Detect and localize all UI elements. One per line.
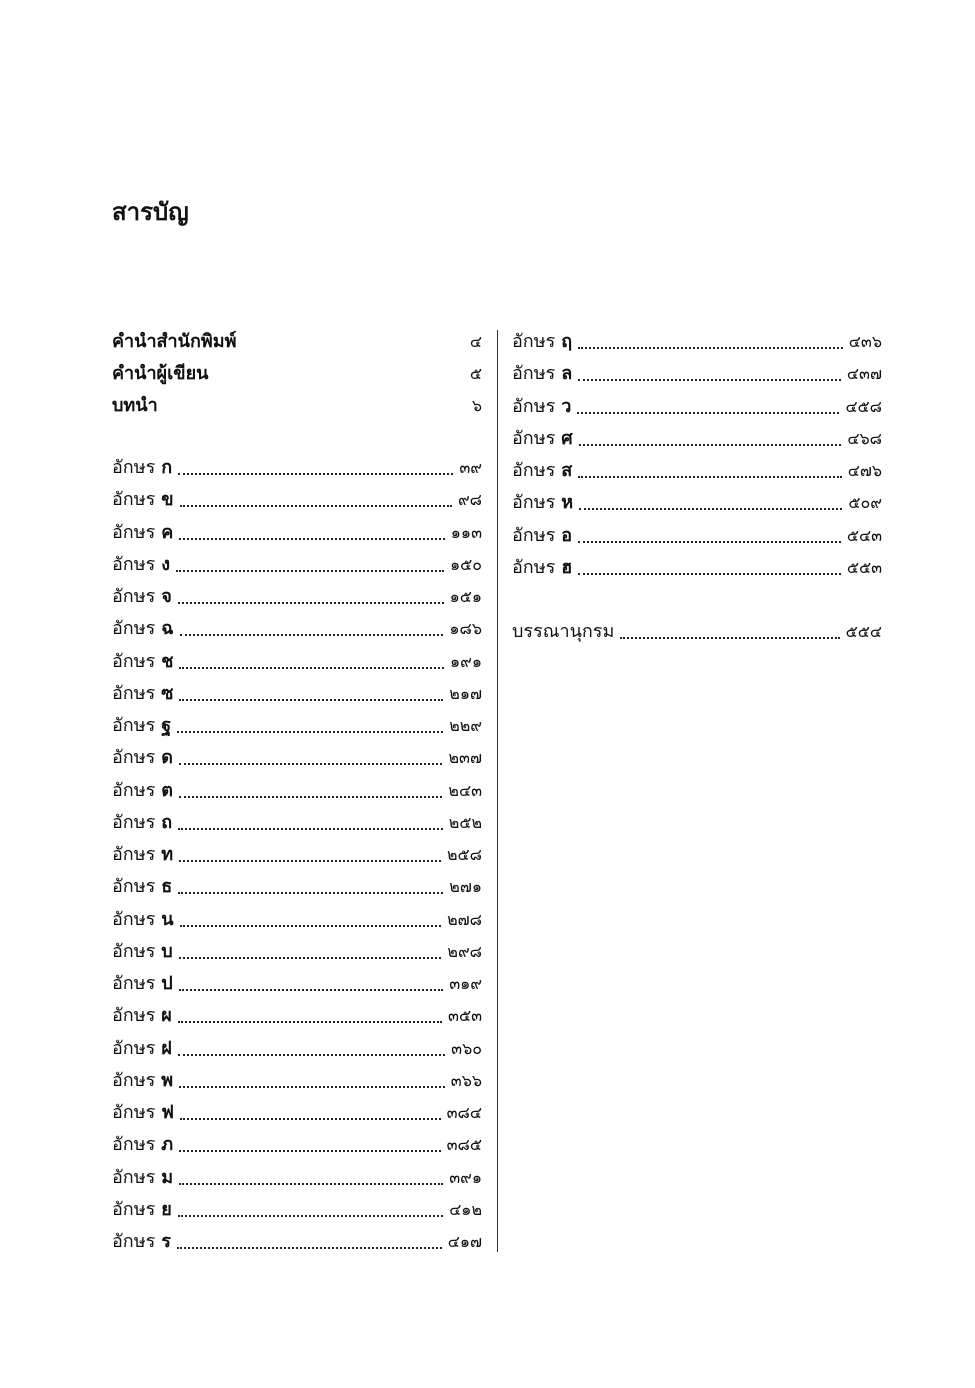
dot-leader [177, 731, 443, 733]
dot-leader [180, 634, 444, 636]
toc-entry-row[interactable] [112, 742, 482, 774]
toc-entry-label [112, 710, 171, 742]
toc-entry-label [512, 455, 572, 487]
toc-entry-row[interactable] [112, 775, 482, 807]
toc-entry-page: ๔๑๒ [449, 1199, 482, 1219]
letter-prefix: อักษร [112, 844, 156, 865]
toc-letter: ฝ [161, 1037, 172, 1059]
toc-entry-row[interactable] [112, 807, 482, 839]
toc-entry-page: ๑๑๓ [450, 522, 482, 542]
toc-entry-page: ๑๕๑ [449, 587, 482, 606]
toc-entry-label [112, 775, 173, 807]
toc-entry-row[interactable] [112, 484, 482, 516]
toc-letter: ม [161, 1166, 174, 1188]
toc-entry-publisher-preface[interactable] [112, 326, 482, 358]
toc-entry-row[interactable] [112, 452, 482, 484]
toc-entry-row[interactable] [112, 1226, 482, 1258]
toc-entry-row[interactable] [112, 1194, 482, 1226]
toc-entry-label [112, 1129, 173, 1161]
toc-entry-row[interactable] [112, 936, 482, 968]
letter-prefix: อักษร [112, 1005, 156, 1027]
toc-letter: บ [161, 940, 173, 962]
dot-leader [179, 796, 442, 798]
toc-entry-row[interactable] [512, 423, 882, 455]
toc-letter: ศ [561, 427, 573, 449]
dot-leader [180, 505, 452, 507]
toc-letter: ฟ [161, 1102, 174, 1123]
letter-prefix: อักษร [112, 457, 156, 478]
toc-letter: ผ [161, 1005, 172, 1027]
toc-letter: ร [161, 1231, 171, 1252]
toc-entry-label [112, 1000, 172, 1032]
toc-entry-row[interactable] [112, 968, 482, 1000]
toc-letter: ฉ [161, 618, 174, 640]
toc-entry-page: ๔๓๖ [848, 332, 882, 351]
letter-prefix: อักษร [112, 618, 156, 640]
letter-prefix: อักษร [512, 460, 556, 481]
toc-entry-page: ๒๗๑ [449, 877, 482, 897]
dot-leader [577, 412, 839, 414]
toc-entry-label [512, 326, 572, 358]
dot-leader [578, 476, 841, 478]
toc-entry-row[interactable] [112, 1000, 482, 1032]
toc-letter: ถ [161, 811, 173, 833]
letter-prefix: อักษร [512, 331, 556, 352]
letter-prefix: อักษร [112, 908, 156, 930]
dot-leader [177, 1247, 442, 1249]
toc-entry-page: ๓๙ [459, 458, 482, 477]
toc-letter: ฐ [161, 715, 172, 736]
dot-leader [179, 699, 443, 701]
toc-entry-label [112, 1162, 173, 1194]
toc-entry-row[interactable] [112, 549, 482, 581]
toc-entry-label [112, 1033, 172, 1065]
toc-letter: ป [161, 973, 173, 994]
letter-prefix: อักษร [112, 682, 156, 704]
dot-leader [578, 347, 843, 349]
toc-entry-row[interactable] [112, 871, 482, 903]
toc-letter: ว [561, 395, 572, 417]
dot-leader [178, 473, 453, 475]
toc-entry-introduction[interactable] [112, 390, 482, 422]
toc-entry-label [112, 646, 173, 678]
toc-entry-row[interactable] [112, 904, 482, 936]
toc-entry-page: ๑๕๐ [449, 554, 482, 574]
toc-entry-label [512, 423, 573, 455]
letter-prefix: อักษร [512, 524, 556, 546]
toc-entry-page: ๓๙๑ [449, 1167, 482, 1187]
toc-entry-page: ๖ [471, 396, 482, 415]
toc-entry-label: บทนำ [112, 395, 158, 416]
toc-entry-page: ๕๕๓ [846, 557, 882, 577]
letter-prefix: อักษร [512, 427, 556, 449]
toc-entry-label [112, 936, 173, 968]
toc-entry-label [512, 520, 572, 552]
toc-letter: ฤ [561, 331, 573, 352]
toc-entry-page: ๓๖๖ [450, 1070, 482, 1090]
dot-leader [179, 763, 443, 765]
toc-letter: ก [161, 457, 173, 478]
toc-entry-page: ๙๘ [457, 490, 482, 510]
toc-entry-row[interactable] [112, 1033, 482, 1065]
toc-entry-page: ๒๕๘ [447, 845, 482, 864]
dot-leader [179, 538, 444, 540]
letter-prefix: อักษร [112, 1037, 156, 1059]
letter-prefix: อักษร [112, 1198, 156, 1220]
toc-entry-row[interactable] [512, 358, 882, 390]
dot-leader [178, 892, 443, 894]
toc-entry-page: ๔๑๗ [447, 1232, 482, 1251]
toc-letter: ง [161, 553, 171, 575]
toc-entry-author-preface[interactable] [112, 358, 482, 390]
letter-prefix: อักษร [112, 521, 156, 543]
toc-letter: ห [561, 492, 574, 514]
letter-prefix: อักษร [112, 747, 156, 769]
toc-entry-row[interactable] [112, 517, 482, 549]
letter-prefix: อักษร [112, 940, 156, 962]
toc-entry-label [112, 613, 174, 645]
toc-entry-page: ๒๑๗ [449, 683, 482, 703]
toc-entry-page: ๕๔๓ [846, 525, 882, 545]
toc-entry-page: ๔๓๗ [846, 364, 882, 384]
toc-entry-page: ๔๗๖ [847, 461, 882, 480]
letter-prefix: อักษร [112, 811, 156, 833]
toc-letter: ล [561, 363, 573, 385]
toc-entry-label [112, 1097, 174, 1129]
toc-entry-page: ๕๐๙ [848, 493, 882, 513]
toc-entry-row[interactable] [512, 487, 882, 519]
column-divider [497, 330, 498, 1252]
dot-leader [179, 1086, 445, 1088]
toc-entry-label [112, 1065, 173, 1097]
dot-leader [178, 1021, 442, 1023]
toc-entry-label: คำนำสำนักพิมพ์ [112, 331, 237, 352]
dot-leader [178, 602, 444, 604]
toc-letter: พ [161, 1069, 174, 1091]
toc-entry-page: ๕๕๔ [845, 622, 882, 641]
dot-leader [579, 444, 842, 446]
toc-entry-page: ๔๖๘ [847, 428, 882, 448]
toc-entry-row[interactable] [112, 1129, 482, 1161]
toc-entry-label [112, 871, 172, 903]
toc-entry-row[interactable] [512, 520, 882, 552]
toc-entry-label [112, 904, 174, 936]
dot-leader [578, 541, 841, 543]
letter-prefix: อักษร [112, 553, 156, 575]
toc-entry-row[interactable] [112, 581, 482, 613]
toc-entry-label [512, 358, 572, 390]
toc-entry-row[interactable] [112, 678, 482, 710]
toc-entry-row[interactable] [512, 552, 882, 584]
toc-entry-label [112, 678, 173, 710]
toc-entry-page: ๒๔๓ [448, 780, 482, 800]
toc-entry-page: ๒๙๘ [447, 941, 482, 961]
dot-leader [179, 957, 442, 959]
toc-entry-label [112, 581, 172, 613]
toc-entry-page: ๓๕๓ [448, 1006, 482, 1026]
toc-entry-label: บรรณานุกรม [512, 621, 615, 642]
letter-prefix: อักษร [112, 779, 156, 801]
toc-entry-row[interactable] [112, 1162, 482, 1194]
dot-leader [179, 860, 441, 862]
toc-letter: ส [561, 460, 573, 481]
toc-letter: อ [561, 524, 573, 546]
toc-entry-row[interactable] [512, 391, 882, 423]
dot-leader [179, 1150, 440, 1152]
toc-entry-label [112, 968, 173, 1000]
toc-entry-row[interactable] [112, 839, 482, 871]
toc-entry-row[interactable] [112, 1097, 482, 1129]
toc-entry-bibliography[interactable] [512, 616, 882, 648]
toc-entry-label [112, 517, 173, 549]
toc-entry-page: ๒๒๙ [449, 716, 482, 735]
toc-entry-page: ๓๘๔ [446, 1103, 482, 1122]
toc-entry-label [112, 839, 173, 871]
toc-entry-page: ๒๓๗ [448, 748, 482, 768]
toc-entry-label [512, 552, 572, 584]
toc-letter: ธ [161, 876, 173, 898]
dot-leader [179, 989, 444, 991]
toc-entry-label [112, 452, 172, 484]
toc-entry-page: ๒๗๘ [447, 909, 482, 929]
letter-prefix: อักษร [112, 1069, 156, 1091]
dot-leader [179, 1183, 443, 1185]
letter-prefix: อักษร [112, 586, 156, 607]
letter-prefix: อักษร [512, 395, 556, 417]
toc-entry-label [512, 391, 571, 423]
dot-leader [178, 1054, 445, 1056]
dot-leader [578, 379, 841, 381]
letter-prefix: อักษร [112, 1134, 156, 1156]
toc-entry-page: ๓๖๐ [451, 1038, 482, 1058]
letter-prefix: อักษร [512, 363, 556, 385]
toc-entry-page: ๓๑๙ [449, 974, 482, 993]
toc-entry-row[interactable] [112, 1065, 482, 1097]
toc-letter: ต [161, 779, 173, 801]
letter-prefix: อักษร [112, 1102, 156, 1123]
dot-leader [620, 637, 839, 639]
letter-prefix: อักษร [112, 1231, 156, 1252]
toc-entry-page: ๔๕๘ [845, 396, 882, 416]
toc-letter: ช [161, 650, 174, 672]
toc-letter: จ [161, 586, 172, 607]
letter-prefix: อักษร [112, 1166, 156, 1188]
letter-prefix: อักษร [512, 492, 556, 514]
toc-entry-row[interactable] [512, 455, 882, 487]
toc-entry-label [112, 484, 174, 516]
toc-letter: ด [161, 747, 173, 769]
letter-prefix: อักษร [112, 715, 156, 736]
letter-prefix: อักษร [512, 556, 556, 578]
toc-entry-label [512, 487, 573, 519]
dot-leader [178, 1215, 443, 1217]
dot-leader [176, 570, 444, 572]
letter-prefix: อักษร [112, 876, 156, 898]
toc-entry-label: คำนำผู้เขียน [112, 363, 209, 384]
toc-entry-row[interactable] [112, 710, 482, 742]
page-title: สารบัญ [112, 198, 189, 226]
toc-entry-label [112, 1226, 171, 1258]
toc-entry-page: ๕ [469, 364, 482, 383]
toc-letter: ซ [161, 682, 174, 704]
dot-leader [179, 667, 444, 669]
toc-entry-row[interactable] [512, 326, 882, 358]
toc-entry-label [112, 807, 172, 839]
dot-leader [180, 925, 442, 927]
letter-prefix: อักษร [112, 973, 156, 994]
toc-entry-label [112, 1194, 172, 1226]
dot-leader [579, 508, 842, 510]
toc-entry-page: ๑๘๖ [449, 619, 482, 639]
letter-prefix: อักษร [112, 650, 156, 672]
toc-letter: ข [161, 489, 174, 511]
toc-letter: ย [161, 1198, 172, 1220]
letter-prefix: อักษร [112, 489, 156, 511]
toc-entry-page: ๔ [469, 332, 482, 351]
toc-letter: ค [161, 521, 174, 543]
dot-leader [578, 573, 841, 575]
toc-letter: ภ [161, 1134, 174, 1156]
dot-leader [180, 1118, 441, 1120]
toc-entry-row[interactable] [112, 646, 482, 678]
dot-leader [178, 828, 443, 830]
toc-entry-row[interactable] [112, 613, 482, 645]
toc-entry-page: ๑๙๑ [449, 651, 482, 671]
toc-letter: ท [161, 844, 174, 865]
toc-letter: ฮ [561, 556, 573, 578]
toc-entry-page: ๒๕๒ [448, 812, 482, 832]
toc-letter: น [161, 908, 174, 930]
toc-entry-label [112, 742, 173, 774]
toc-entry-page: ๓๘๕ [446, 1135, 482, 1155]
toc-entry-label [112, 549, 170, 581]
